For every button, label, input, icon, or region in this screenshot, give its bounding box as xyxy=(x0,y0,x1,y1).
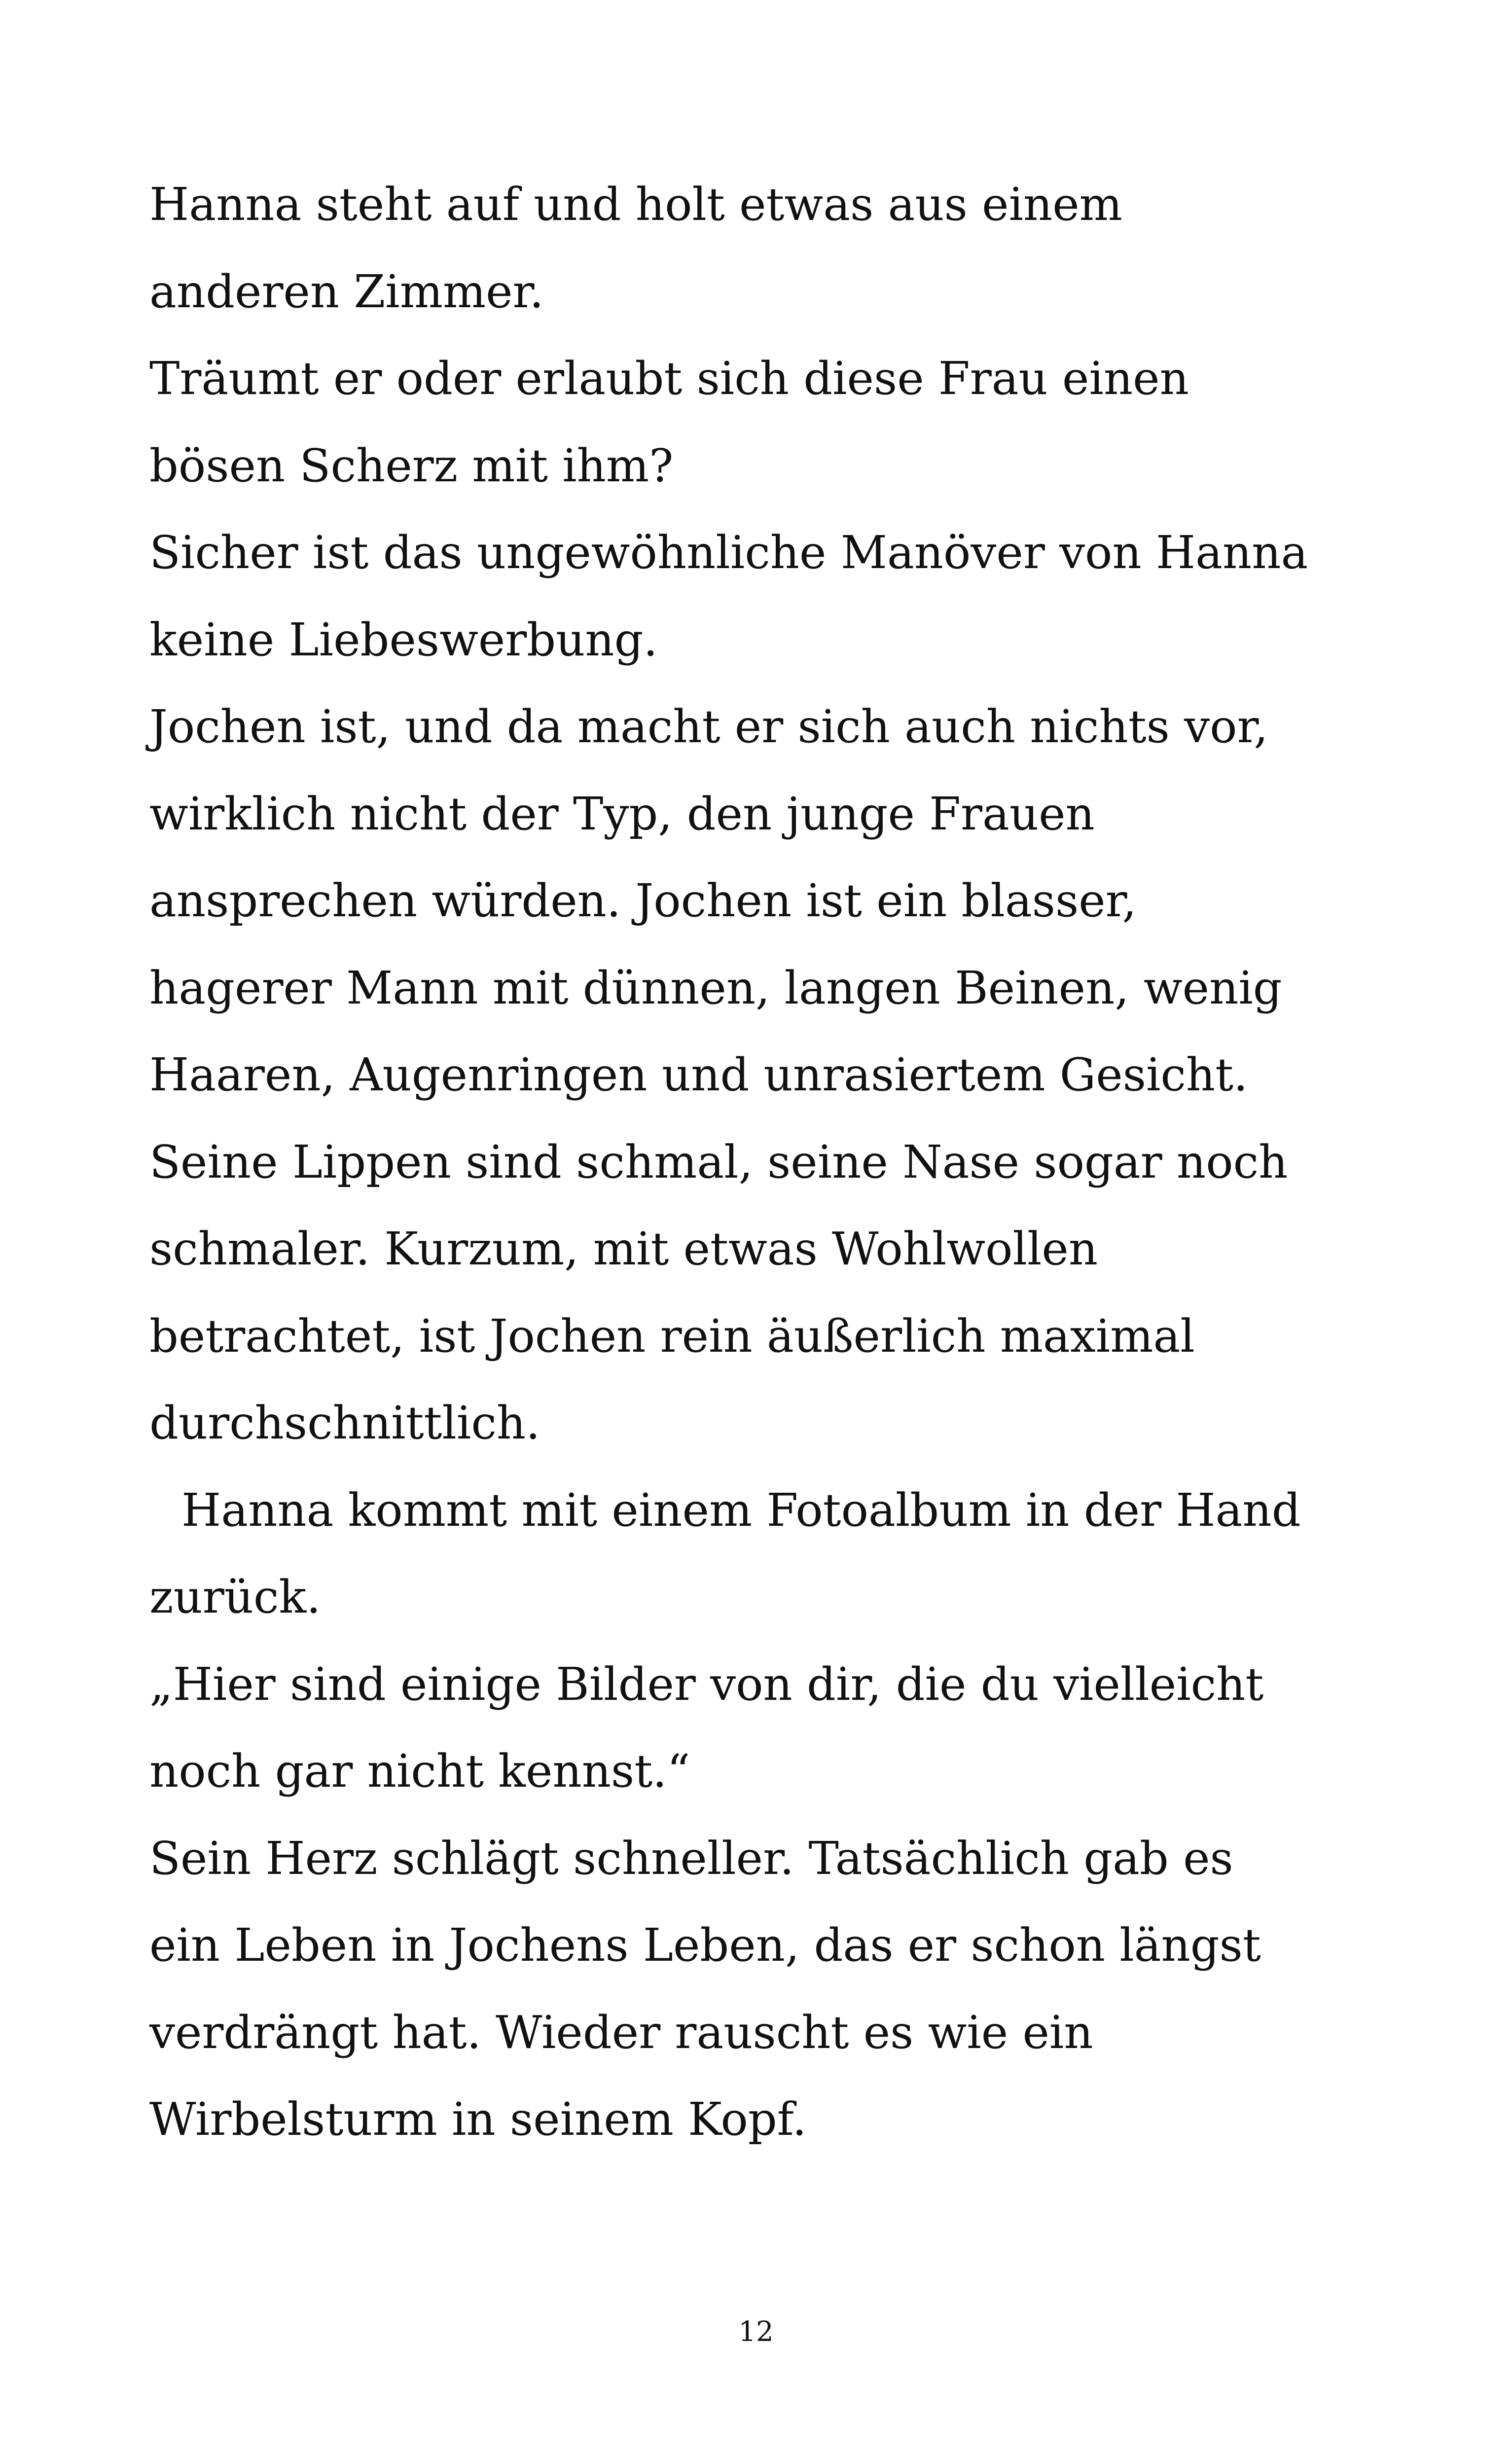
text-line: schmaler. Kurzum, mit etwas Wohlwollen xyxy=(149,1222,1098,1275)
text-line: Jochen ist, und da macht er sich auch nichts vor, xyxy=(149,700,1268,753)
text-line: Träumt er oder erlaubt sich diese Frau einen xyxy=(149,352,1189,405)
text-line: betrachtet, ist Jochen rein äußerlich maximal xyxy=(149,1310,1195,1363)
text-line: ein Leben in Jochens Leben, das er schon längst xyxy=(149,1919,1261,1972)
text-line: zurück. xyxy=(149,1571,321,1623)
text-line: durchschnittlich. xyxy=(149,1397,540,1449)
text-line: anderen Zimmer. xyxy=(149,265,544,318)
text-line: keine Liebeswerbung. xyxy=(149,613,658,666)
text-line: noch gar nicht kennst.“ xyxy=(149,1745,690,1798)
text-line: wirklich nicht der Typ, den junge Frauen xyxy=(149,788,1095,840)
text-line: Hanna kommt mit einem Fotoalbum in der Hand xyxy=(181,1484,1301,1537)
text-line: Hanna steht auf und holt etwas aus einem xyxy=(149,178,1122,231)
text-line: Sein Herz schlägt schneller. Tatsächlich gab es xyxy=(149,1832,1233,1885)
text-line: ansprechen würden. Jochen ist ein blasser, xyxy=(149,874,1137,927)
text-line: „Hier sind einige Bilder von dir, die du vielleicht xyxy=(149,1658,1264,1711)
text-line: bösen Scherz mit ihm? xyxy=(149,439,674,492)
text-line: Wirbelsturm in seinem Kopf. xyxy=(149,2093,807,2146)
page-number: 12 xyxy=(738,2316,774,2348)
text-line: Sicher ist das ungewöhnliche Manöver von Hanna xyxy=(149,526,1308,579)
text-line: verdrängt hat. Wieder rauscht es wie ein xyxy=(149,2006,1093,2059)
text-line: Haaren, Augenringen und unrasiertem Gesicht. xyxy=(149,1048,1248,1101)
text-line: Seine Lippen sind schmal, seine Nase sogar noch xyxy=(149,1136,1288,1188)
text-line: hagerer Mann mit dünnen, langen Beinen, wenig xyxy=(149,962,1282,1014)
